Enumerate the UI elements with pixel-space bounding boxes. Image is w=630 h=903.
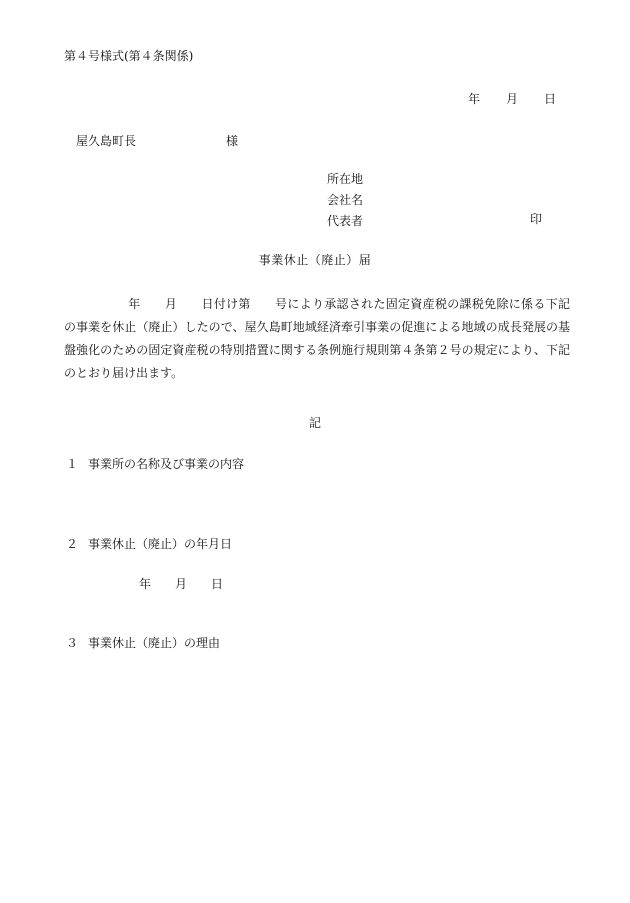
addressee-honorific: 様 (226, 134, 239, 148)
submission-date (468, 93, 556, 105)
item-2-year: 年 (139, 577, 152, 591)
body-main-text: 号により承認された固定資産税の課税免除に係る下記の事業を休止（廃止）したので、屋久島町地域経済牽引事業の促進による地域の成長発展の基盤強化のための固定資産税の特別措置に関する条例施行規則第４条第２号の規定により、下記のとおり届け出ます。 (64, 297, 570, 380)
item-3-number: ３ (66, 636, 79, 650)
item-2-date (139, 578, 223, 590)
item-2-month: 月 (175, 577, 188, 591)
addressee-name: 屋久島町長 (76, 134, 137, 148)
body-month: 月 (164, 297, 178, 311)
date-year: 年 (467, 92, 480, 106)
sender-representative-label: 代表者 (327, 214, 364, 228)
item-1-label: 事業所の名称及び事業の内容 (88, 457, 245, 471)
item-2 (66, 538, 232, 550)
document-title: 事業休止（廃止）届 (258, 253, 372, 267)
item-3 (66, 637, 220, 649)
item-3-label: 事業休止（廃止）の理由 (88, 636, 221, 650)
item-1 (66, 458, 244, 470)
date-day: 日 (543, 92, 556, 106)
item-1-number: １ (66, 457, 79, 471)
item-2-day: 日 (211, 577, 224, 591)
ki-heading: 記 (308, 416, 321, 430)
sender-company-label: 会社名 (327, 193, 364, 207)
body-year: 年 (128, 297, 141, 311)
form-number: 第４号様式(第４条関係) (64, 49, 194, 63)
sender-address-label: 所在地 (327, 172, 364, 186)
sender-block (327, 173, 363, 236)
body-day-label: 日付け第 (201, 297, 251, 311)
date-month: 月 (505, 92, 518, 106)
body-paragraph (64, 293, 570, 385)
seal-mark: 印 (529, 212, 542, 226)
item-2-number: ２ (66, 537, 79, 551)
item-2-label: 事業休止（廃止）の年月日 (88, 537, 233, 551)
